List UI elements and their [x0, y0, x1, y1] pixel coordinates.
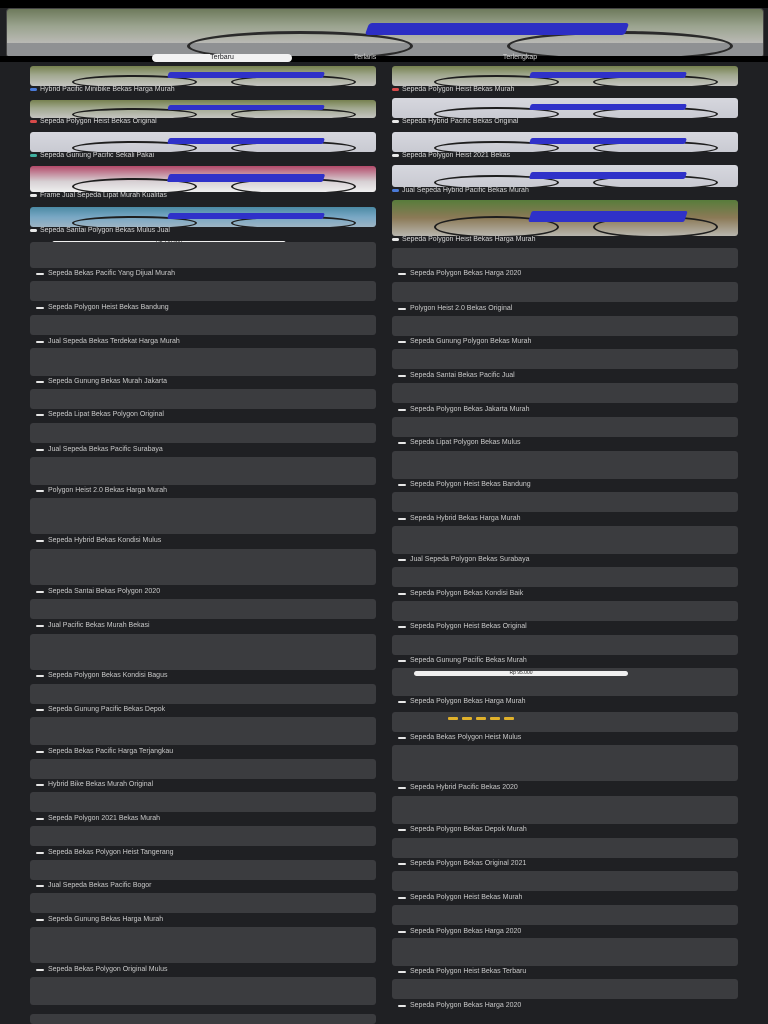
result-thumbnail[interactable] [392, 165, 738, 187]
result-thumbnail[interactable] [30, 66, 376, 86]
result-caption-text: Sepeda Polygon Heist 2021 Bekas [402, 152, 511, 159]
source-icon [36, 591, 44, 593]
loading-placeholder [392, 349, 738, 369]
result-caption-text: Sepeda Polygon Heist Bekas Bandung [410, 481, 531, 488]
loading-placeholder [392, 938, 738, 966]
result-thumbnail[interactable] [30, 132, 376, 152]
loading-placeholder [392, 526, 738, 554]
source-icon [398, 829, 406, 831]
result-caption[interactable] [36, 705, 378, 715]
bike-frame-shape [529, 172, 687, 179]
result-caption-text: Frame Jual Sepeda Lipat Murah Kualitas [40, 192, 167, 199]
result-caption-text: Sepeda Polygon Bekas Harga 2020 [410, 270, 522, 277]
result-caption[interactable] [398, 622, 740, 632]
result-caption-text: Sepeda Bekas Pacific Harga Terjangkau [48, 748, 174, 755]
result-caption-text: Sepeda Hybrid Bekas Harga Murah [410, 515, 521, 522]
source-icon [392, 154, 399, 157]
source-icon [392, 238, 399, 241]
source-icon [398, 1005, 406, 1007]
result-caption[interactable] [398, 859, 740, 869]
source-icon [36, 818, 44, 820]
hero-image[interactable] [6, 8, 764, 58]
result-caption[interactable] [398, 480, 740, 490]
result-card[interactable] [30, 132, 376, 160]
loading-placeholder [30, 599, 376, 619]
result-caption-text: Sepeda Polygon Heist Bekas Murah [410, 894, 523, 901]
tab-terlengkap[interactable]: Terlengkap [502, 54, 538, 61]
result-caption[interactable] [398, 733, 740, 743]
result-thumbnail[interactable] [392, 132, 738, 152]
loading-placeholder [392, 248, 738, 268]
loading-placeholder [392, 635, 738, 655]
loading-placeholder [30, 893, 376, 913]
result-caption[interactable] [398, 304, 740, 314]
bike-frame-shape [168, 105, 325, 110]
result-caption[interactable] [392, 187, 738, 195]
source-icon [36, 273, 44, 275]
result-caption-text: Sepeda Polygon Heist Bekas Murah [402, 86, 515, 93]
result-caption[interactable] [398, 783, 740, 793]
loading-placeholder [392, 282, 738, 302]
result-caption-text: Sepeda Bekas Pacific Yang Dijual Murah [48, 270, 175, 277]
star-icon [504, 717, 514, 720]
result-thumbnail[interactable] [30, 166, 376, 192]
filter-tabs [0, 54, 768, 64]
result-caption-text: Sepeda Polygon Heist Bekas Harga Murah [402, 236, 536, 243]
loading-placeholder [392, 712, 738, 732]
source-icon [398, 308, 406, 310]
star-icon [462, 717, 472, 720]
source-icon [30, 229, 37, 232]
result-thumbnail[interactable] [392, 200, 738, 236]
loading-placeholder [30, 389, 376, 409]
result-card[interactable] [30, 166, 376, 200]
result-caption[interactable] [36, 410, 378, 420]
result-caption[interactable] [398, 514, 740, 524]
result-caption[interactable] [36, 848, 378, 858]
result-caption[interactable] [398, 825, 740, 835]
result-caption-text: Jual Sepeda Bekas Pacific Surabaya [48, 446, 163, 453]
result-caption-text: Sepeda Hybrid Pacific Bekas Original [402, 118, 519, 125]
source-icon [398, 559, 406, 561]
result-caption[interactable] [36, 881, 378, 891]
source-icon [36, 969, 44, 971]
result-caption-text: Jual Pacific Bekas Murah Bekasi [48, 622, 150, 629]
result-caption[interactable] [36, 486, 378, 496]
hero-bike-frame [365, 23, 629, 35]
loading-placeholder [30, 717, 376, 745]
result-caption[interactable] [398, 893, 740, 903]
loading-placeholder [30, 281, 376, 301]
result-caption[interactable] [36, 780, 378, 790]
result-caption[interactable] [36, 747, 378, 757]
result-caption[interactable] [36, 303, 378, 313]
star-icon [476, 717, 486, 720]
result-caption[interactable] [398, 967, 740, 977]
result-caption[interactable] [36, 965, 378, 975]
result-caption[interactable] [36, 445, 378, 455]
loading-placeholder [30, 1014, 376, 1024]
loading-placeholder [392, 745, 738, 781]
source-icon [36, 414, 44, 416]
bike-frame-shape [167, 138, 325, 144]
bike-frame-shape [529, 104, 687, 110]
source-icon [392, 189, 399, 192]
source-icon [398, 484, 406, 486]
source-icon [30, 194, 37, 197]
result-caption[interactable] [36, 814, 378, 824]
source-icon [398, 593, 406, 595]
loading-placeholder [392, 492, 738, 512]
loading-placeholder [30, 977, 376, 1005]
source-icon [36, 919, 44, 921]
source-icon [30, 154, 37, 157]
result-caption[interactable] [398, 438, 740, 448]
result-caption[interactable] [30, 118, 376, 126]
result-card[interactable] [392, 66, 738, 94]
source-icon [398, 660, 406, 662]
result-caption[interactable] [36, 337, 378, 347]
result-caption[interactable] [30, 192, 376, 200]
loading-placeholder [30, 759, 376, 779]
result-caption-text: Sepeda Polygon Bekas Harga Murah [410, 698, 526, 705]
bike-frame-shape [167, 213, 325, 219]
source-icon [392, 88, 399, 91]
result-card[interactable] [392, 200, 738, 244]
result-caption[interactable] [398, 927, 740, 937]
result-caption-text: Sepeda Polygon Heist Bekas Terbaru [410, 968, 527, 975]
result-caption-text: Sepeda Santai Bekas Polygon 2020 [48, 588, 161, 595]
result-caption[interactable] [392, 118, 738, 126]
result-caption-text: Sepeda Bekas Polygon Original Mulus [48, 966, 168, 973]
loading-placeholder [392, 567, 738, 587]
source-icon [36, 709, 44, 711]
star-icon [490, 717, 500, 720]
bike-frame-shape [167, 174, 325, 182]
loading-placeholder [30, 423, 376, 443]
source-icon [398, 626, 406, 628]
loading-placeholder [30, 860, 376, 880]
result-caption-text: Sepeda Lipat Polygon Bekas Mulus [410, 439, 521, 446]
source-icon [36, 307, 44, 309]
loading-placeholder [30, 315, 376, 335]
result-caption[interactable] [36, 269, 378, 279]
loading-placeholder [392, 796, 738, 824]
rating-stars [448, 707, 548, 711]
source-icon [398, 701, 406, 703]
result-caption-text: Jual Sepeda Bekas Pacific Bogor [48, 882, 152, 889]
result-card[interactable] [392, 132, 738, 160]
result-caption[interactable] [398, 1001, 740, 1011]
result-caption-text: Jual Sepeda Bekas Terdekat Harga Murah [48, 338, 180, 345]
result-caption[interactable] [392, 236, 738, 244]
result-caption-text: Sepeda Polygon Bekas Original 2021 [410, 860, 527, 867]
source-icon [398, 863, 406, 865]
result-caption[interactable] [392, 86, 738, 94]
result-caption-text: Sepeda Bekas Polygon Heist Tangerang [48, 849, 174, 856]
bike-frame-shape [167, 72, 325, 78]
result-caption-text: Jual Sepeda Polygon Bekas Surabaya [410, 556, 530, 563]
result-caption-text: Sepeda Polygon Heist Bekas Original [40, 118, 157, 125]
result-caption[interactable] [36, 377, 378, 387]
result-caption-text: Polygon Heist 2.0 Bekas Original [410, 305, 513, 312]
result-caption-text: Sepeda Lipat Bekas Polygon Original [48, 411, 164, 418]
loading-placeholder [392, 979, 738, 999]
source-icon [398, 737, 406, 739]
loading-placeholder [30, 826, 376, 846]
star-icon [448, 717, 458, 720]
result-caption[interactable] [398, 405, 740, 415]
result-caption[interactable] [30, 86, 376, 94]
result-caption-text: Polygon Heist 2.0 Bekas Harga Murah [48, 487, 168, 494]
source-icon [36, 852, 44, 854]
source-icon [36, 751, 44, 753]
result-caption-text: Sepeda Polygon 2021 Bekas Murah [48, 815, 161, 822]
result-caption[interactable] [398, 589, 740, 599]
source-icon [398, 971, 406, 973]
result-caption[interactable] [398, 656, 740, 666]
result-card[interactable] [30, 66, 376, 94]
loading-placeholder [30, 498, 376, 534]
loading-placeholder [30, 549, 376, 585]
loading-placeholder [392, 451, 738, 479]
bike-frame-shape [529, 138, 687, 144]
result-caption-text: Hybrid Pacific Minibike Bekas Harga Murah [40, 86, 175, 93]
result-caption[interactable] [398, 371, 740, 381]
loading-placeholder [30, 457, 376, 485]
source-icon [398, 273, 406, 275]
result-caption[interactable] [30, 152, 376, 160]
loading-placeholder [392, 601, 738, 621]
loading-placeholder [30, 927, 376, 963]
source-icon [30, 88, 37, 91]
price-badge[interactable]: Rp 95.000 [414, 671, 628, 676]
tab-terlaris[interactable]: Terlaris [353, 54, 377, 61]
source-icon [36, 675, 44, 677]
result-caption-text: Sepeda Polygon Heist Bekas Original [410, 623, 527, 630]
source-icon [398, 442, 406, 444]
result-caption-text: Sepeda Polygon Bekas Depok Murah [410, 826, 527, 833]
source-icon [36, 885, 44, 887]
result-card[interactable] [392, 165, 738, 195]
source-icon [36, 449, 44, 451]
result-caption-text: Sepeda Gunung Pacific Bekas Depok [48, 706, 166, 713]
result-caption-text: Sepeda Polygon Bekas Harga 2020 [410, 928, 522, 935]
source-icon [36, 540, 44, 542]
source-icon [392, 120, 399, 123]
bike-frame-shape [529, 211, 688, 222]
result-caption-text: Sepeda Polygon Bekas Harga 2020 [410, 1002, 522, 1009]
source-icon [398, 375, 406, 377]
source-icon [398, 897, 406, 899]
tab-terbaru[interactable]: Terbaru [152, 54, 292, 62]
result-caption-text: Sepeda Hybrid Bekas Kondisi Mulus [48, 537, 162, 544]
source-icon [36, 381, 44, 383]
result-caption[interactable] [36, 587, 378, 597]
result-caption-text: Sepeda Santai Bekas Pacific Jual [410, 372, 515, 379]
loading-placeholder [30, 242, 376, 268]
result-caption-text: Sepeda Gunung Polygon Bekas Murah [410, 338, 532, 345]
result-caption-text: Sepeda Bekas Polygon Heist Mulus [410, 734, 522, 741]
loading-placeholder [392, 417, 738, 437]
result-caption-text: Sepeda Polygon Heist Bekas Bandung [48, 304, 169, 311]
bike-frame-shape [529, 72, 687, 78]
loading-placeholder [392, 905, 738, 925]
source-icon [398, 931, 406, 933]
loading-placeholder [392, 383, 738, 403]
result-caption-text: Sepeda Gunung Pacific Bekas Murah [410, 657, 527, 664]
result-caption-text: Sepeda Gunung Pacific Sekali Pakai [40, 152, 155, 159]
result-thumbnail[interactable] [392, 66, 738, 86]
result-caption-text: Sepeda Santai Polygon Bekas Mulus Jual [40, 227, 170, 234]
result-caption[interactable] [392, 152, 738, 160]
result-caption[interactable] [398, 555, 740, 565]
result-caption-text: Sepeda Gunung Bekas Murah Jakarta [48, 378, 168, 385]
loading-placeholder [30, 634, 376, 670]
result-caption-text: Sepeda Gunung Bekas Harga Murah [48, 916, 164, 923]
result-caption[interactable] [36, 621, 378, 631]
result-caption[interactable] [36, 915, 378, 925]
result-caption[interactable] [398, 337, 740, 347]
loading-placeholder [392, 838, 738, 858]
loading-placeholder [30, 348, 376, 376]
result-caption-text: Sepeda Polygon Bekas Kondisi Bagus [48, 672, 168, 679]
result-caption[interactable] [30, 227, 376, 235]
result-caption[interactable] [36, 671, 378, 681]
source-icon [30, 120, 37, 123]
source-icon [36, 341, 44, 343]
loading-placeholder [30, 684, 376, 704]
source-icon [398, 341, 406, 343]
result-thumbnail[interactable] [30, 100, 376, 118]
result-caption[interactable] [398, 269, 740, 279]
result-caption-text: Hybrid Bike Bekas Murah Original [48, 781, 154, 788]
status-bar [0, 0, 768, 8]
result-thumbnail[interactable] [392, 98, 738, 118]
loading-placeholder [392, 871, 738, 891]
source-icon [36, 784, 44, 786]
result-caption-text: Sepeda Hybrid Pacific Bekas 2020 [410, 784, 518, 791]
result-card[interactable] [30, 207, 376, 235]
result-card[interactable] [392, 98, 738, 126]
source-icon [398, 787, 406, 789]
source-icon [398, 518, 406, 520]
result-caption[interactable] [36, 536, 378, 546]
result-caption-text: Jual Sepeda Hybrid Pacific Bekas Murah [402, 187, 529, 194]
result-caption-text: Sepeda Polygon Bekas Kondisi Baik [410, 590, 524, 597]
result-thumbnail[interactable] [30, 207, 376, 227]
loading-placeholder [392, 316, 738, 336]
loading-placeholder [30, 792, 376, 812]
result-caption[interactable] [398, 697, 740, 707]
result-card[interactable] [30, 100, 376, 126]
source-icon [398, 409, 406, 411]
source-icon [36, 490, 44, 492]
result-caption-text: Sepeda Polygon Bekas Jakarta Murah [410, 406, 530, 413]
source-icon [36, 625, 44, 627]
